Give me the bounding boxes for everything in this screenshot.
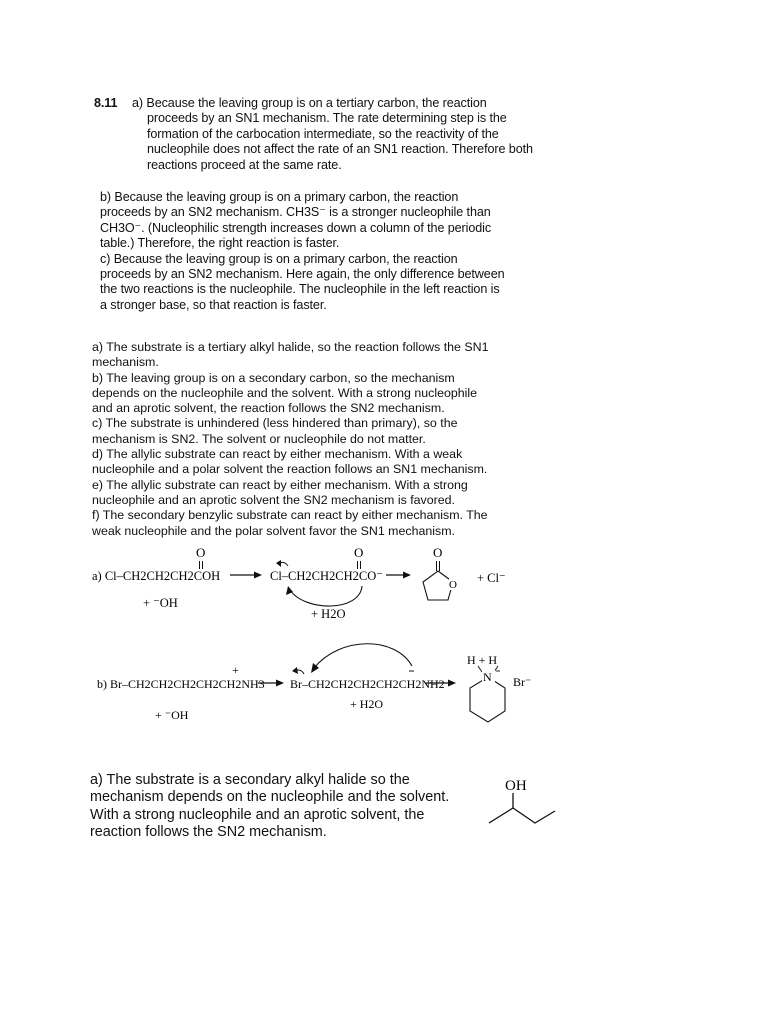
text-line: and an aprotic solvent, the reaction follows the SN2 mechanism. xyxy=(92,401,445,416)
text-line: reaction follows the SN2 mechanism. xyxy=(90,824,327,841)
text-line: table.) Therefore, the right reaction is faster. xyxy=(100,236,340,251)
text-line: formation of the carbocation intermediate, so the reactivity of the xyxy=(147,126,499,141)
text-line: b) The leaving group is on a secondary carbon, so the mechanism xyxy=(92,370,455,385)
text-line: weak nucleophile and the polar solvent favor the SN1 mechanism. xyxy=(92,523,455,538)
reactant-a: a) Cl–CH2CH2CH2COH xyxy=(92,569,221,583)
plus-charge: + xyxy=(232,663,239,677)
byproduct-water: + H2O xyxy=(311,607,346,621)
scheme-a xyxy=(92,545,506,621)
text-line: mechanism depends on the nucleophile and the solvent. xyxy=(90,789,450,806)
text-line: reactions proceed at the same rate. xyxy=(147,157,342,172)
carbon-skeleton xyxy=(489,808,555,823)
text-line: mechanism. xyxy=(92,355,159,370)
curved-arrow xyxy=(314,644,412,668)
problem-number: 8.11 xyxy=(94,96,118,110)
byproduct-water: + H2O xyxy=(350,697,384,711)
text-line: b) Because the leaving group is on a primary carbon, the reaction xyxy=(100,190,459,204)
text-line: mechanism is SN2. The solvent or nucleophile do not matter. xyxy=(92,431,426,446)
text-line: e) The allylic substrate can react by either mechanism. With a strong xyxy=(92,477,468,492)
text-line: a) The substrate is a tertiary alkyl halide, so the reaction follows the SN1 xyxy=(92,340,489,354)
reagent-hydroxide: + ⁻OH xyxy=(155,708,189,722)
text-line: d) The allylic substrate can react by either mechanism. With a weak xyxy=(92,447,463,462)
reactant-b: b) Br–CH2CH2CH2CH2CH2NH3 xyxy=(97,677,265,691)
text-line: f) The secondary benzylic substrate can react by either mechanism. The xyxy=(92,508,488,523)
byproduct-bromide: Br⁻ xyxy=(513,675,532,689)
arrow-head xyxy=(448,680,456,687)
byproduct-chloride: + Cl⁻ xyxy=(477,571,506,585)
text-line: a) The substrate is a secondary alkyl halide so the xyxy=(90,772,410,788)
text-line: proceeds by an SN2 mechanism. Here again, the only difference between xyxy=(100,267,505,282)
arrow-head xyxy=(403,572,411,579)
text-line: depends on the nucleophile and the solvent. With a strong nucleophile xyxy=(92,385,478,400)
text-line: nucleophile and an aprotic solvent the SN2 mechanism is favored. xyxy=(92,492,455,507)
butanol-structure xyxy=(489,778,555,823)
hydroxyl-label: OH xyxy=(505,778,527,794)
text-line: nucleophile does not affect the rate of an SN1 reaction. Therefore both xyxy=(147,142,533,157)
text-line: CH3O⁻. (Nucleophilic strength increases down a column of the periodic xyxy=(100,220,492,235)
intermediate-b: Br–CH2CH2CH2CH2CH2NH2 xyxy=(290,677,445,691)
text-line: nucleophile and a polar solvent the reaction follows an SN1 mechanism. xyxy=(92,462,488,477)
carbonyl-oxygen: O xyxy=(354,545,364,560)
final-answer xyxy=(90,772,480,842)
text-line: proceeds by an SN1 mechanism. The rate determining step is the xyxy=(147,111,507,126)
text-line: the two reactions is the nucleophile. The nucleophile in the left reaction is xyxy=(100,282,500,297)
arrow-head xyxy=(276,680,284,687)
ammonium-hydrogens: H + H xyxy=(467,653,498,667)
scheme-b xyxy=(97,644,531,722)
lactone-carbonyl-oxygen: O xyxy=(433,545,443,560)
text-line: c) The substrate is unhindered (less hindered than primary), so the xyxy=(92,416,458,431)
text-line: With a strong nucleophile and an aprotic solvent, the xyxy=(90,806,425,823)
curved-arrow xyxy=(290,586,362,606)
text-line: a stronger base, so that reaction is faster. xyxy=(100,297,327,312)
arrow-head xyxy=(254,572,262,579)
text-line: c) Because the leaving group is on a primary carbon, the reaction xyxy=(100,251,458,266)
reagent-hydroxide: + ⁻OH xyxy=(143,596,178,610)
text-line: a) Because the leaving group is on a tertiary carbon, the reaction xyxy=(132,96,487,110)
intermediate-a: Cl–CH2CH2CH2CO⁻ xyxy=(270,569,383,583)
ring-nitrogen: N xyxy=(483,670,492,684)
carbonyl-oxygen: O xyxy=(196,545,206,560)
text-line: proceeds by an SN2 mechanism. CH3S⁻ is a stronger nucleophile than xyxy=(100,205,491,220)
ring-oxygen: O xyxy=(449,579,457,591)
